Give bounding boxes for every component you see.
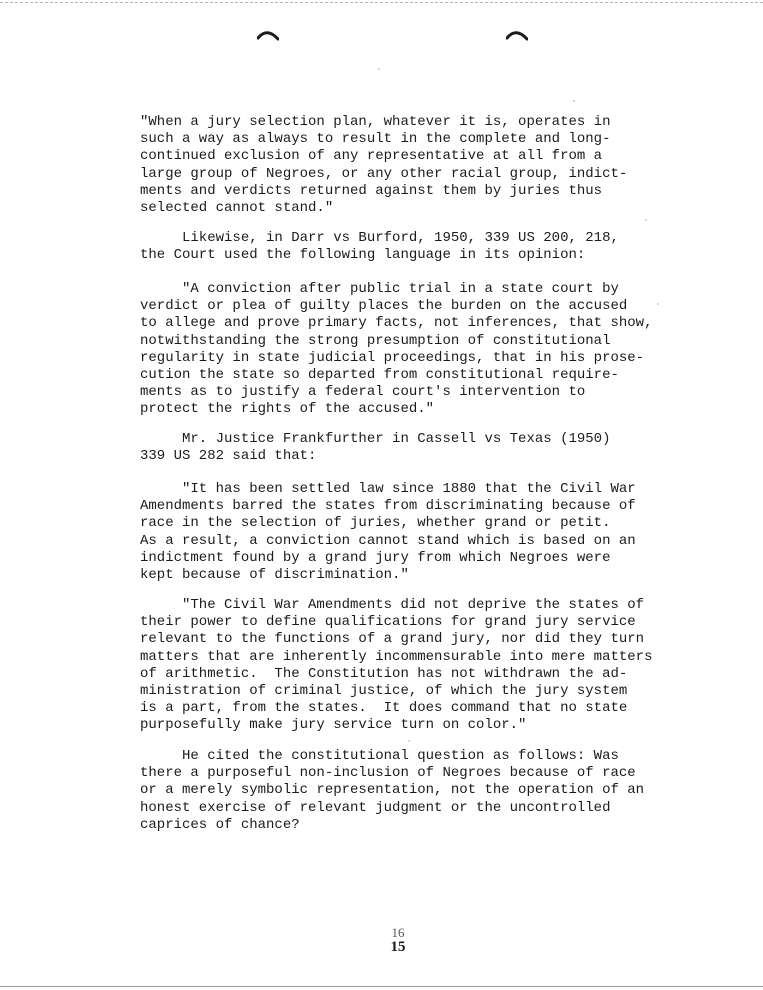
page-number-current: 15 xyxy=(390,939,406,955)
paragraph-constitutional-question: He cited the constitutional question as follows: Was there a purposeful non-inclusion of Negroes because of race or a merely symbolic representation, not the operation of an honest exercise of relevant judgment or the uncontrolled caprices of chance? xyxy=(140,748,645,833)
top-edge-rule xyxy=(0,2,763,3)
paragraph-jury-selection-quote: "When a jury selection plan, whatever it is, operates in such a way as always to result in the complete and long- continued exclusion of any representative at all from a large group of Negroes, or any other racial group, indict- ments and verdicts returned against them by juries thus selected cannot stand." xyxy=(140,114,628,217)
bottom-edge-rule xyxy=(0,986,763,987)
scan-speck xyxy=(573,100,575,102)
scan-speck xyxy=(645,219,647,221)
scan-speck xyxy=(408,740,410,742)
scan-speck xyxy=(378,68,380,70)
paragraph-darr-quote: "A conviction after public trial in a state court by verdict or plea of guilty places the burden on the accused to allege and prove primary facts, not inferences, that show, notwithstanding the strong presumption of constitutional regularity in state judicial proceedings, that in his prose- cution the state so departed from constitutional require- ments as to justify a federal court's intervention to protect the rights of the accused." xyxy=(140,281,653,418)
paragraph-cassell-quote-1: "It has been settled law since 1880 that the Civil War Amendments barred the states from discriminating because of race in the selection of juries, whether grand or petit. As a result, a conviction cannot stand which is based on an indictment found by a grand jury from which Negroes were kept because of discrimination." xyxy=(140,481,636,584)
page-number xyxy=(383,926,413,954)
punch-hole-right-icon xyxy=(506,28,528,42)
paragraph-darr-intro: Likewise, in Darr vs Burford, 1950, 339 US 200, 218, the Court used the following language in its opinion: xyxy=(140,230,619,264)
punch-hole-left-icon xyxy=(257,28,279,42)
paragraph-cassell-intro: Mr. Justice Frankfurther in Cassell vs Texas (1950) 339 US 282 said that: xyxy=(140,431,611,465)
page-number-overwritten: 16 xyxy=(391,925,405,940)
paragraph-cassell-quote-2: "The Civil War Amendments did not deprive the states of their power to define qualifications for grand jury service relevant to the functions of a grand jury, nor did they turn matters that are inherently incommensurable into mere matters of arithmetic. The Constitution has not withdrawn the ad- ministration of criminal justice, of which the jury system is a part, from the states. It does command that no state purposefully make jury service turn on color." xyxy=(140,597,653,734)
